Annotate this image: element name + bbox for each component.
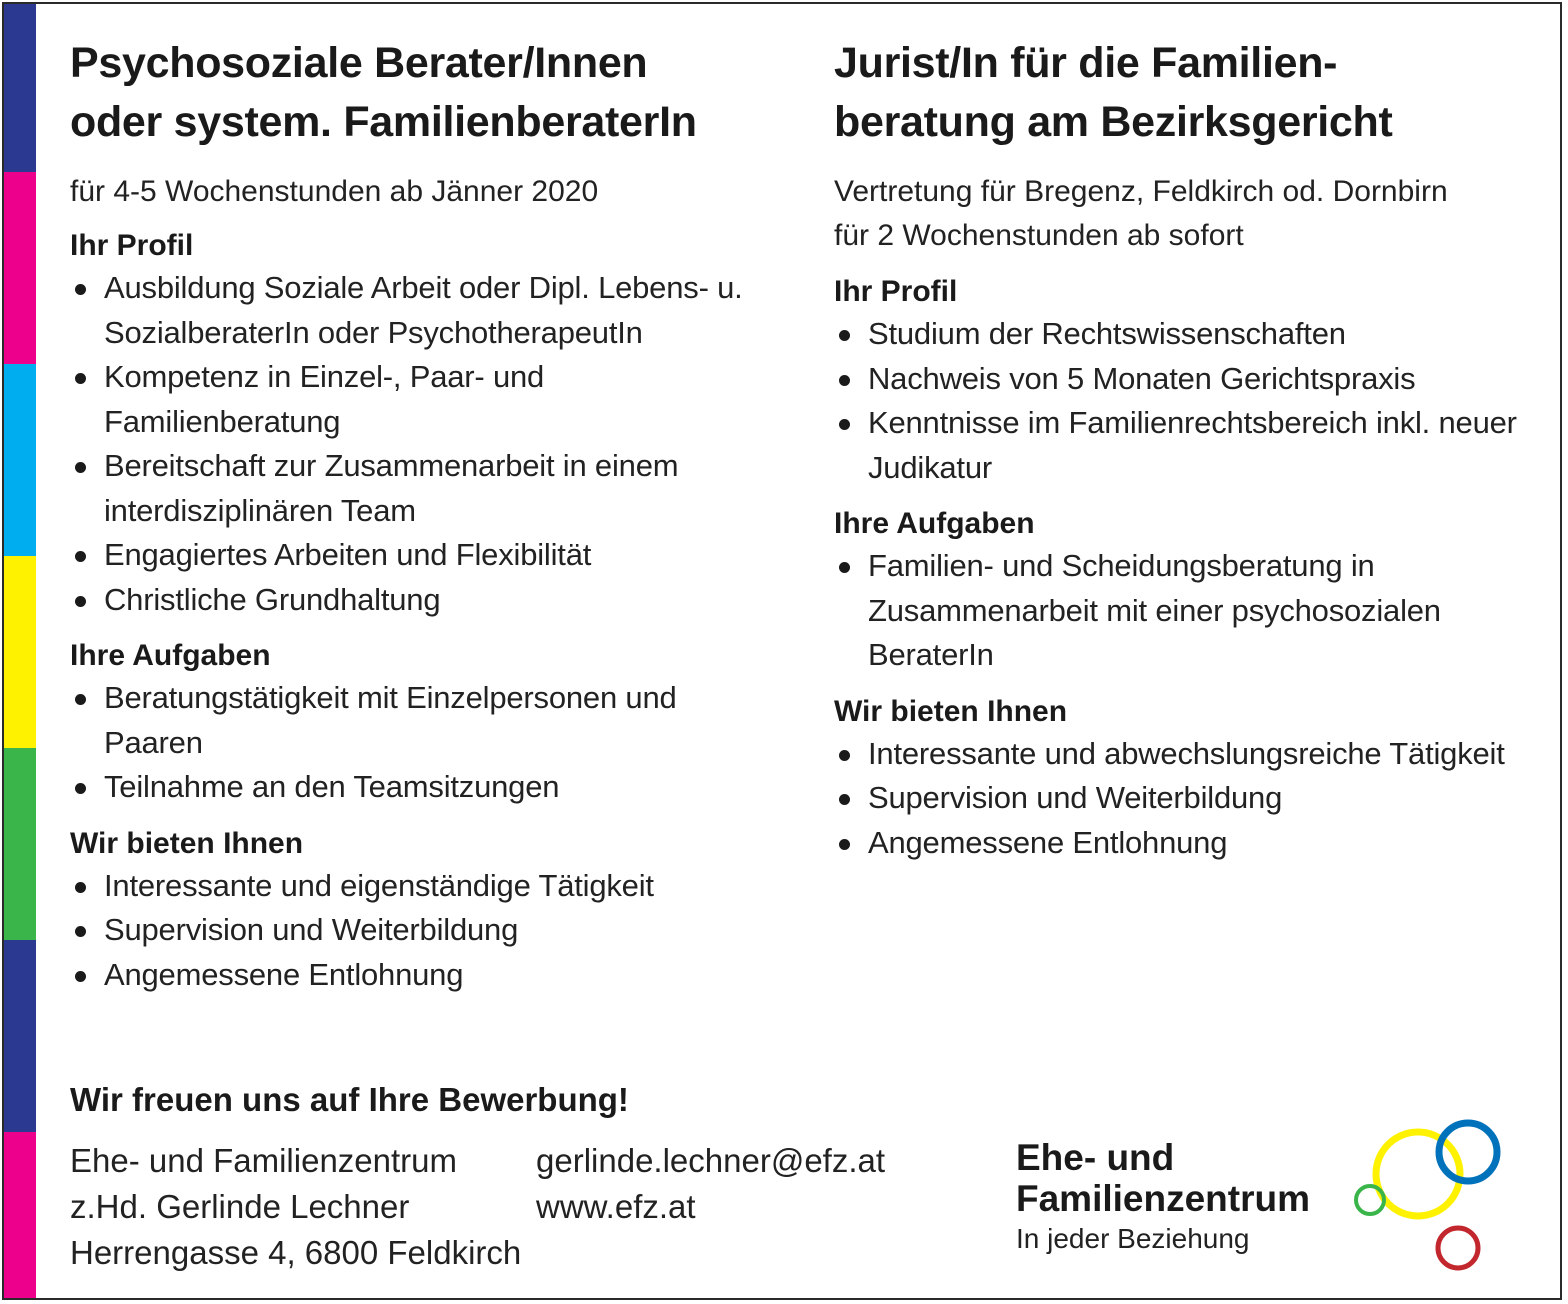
right-bieten-heading: Wir bieten Ihnen: [834, 694, 1068, 728]
stripe-segment: [4, 1132, 36, 1300]
right-subtitle-line1: Vertretung für Bregenz, Feldkirch od. Dornbirn: [834, 175, 1448, 208]
list-item: Interessante und eigenständige Tätigkeit: [70, 864, 770, 909]
right-bieten-list: [834, 732, 1534, 866]
right-aufgaben-heading: Ihre Aufgaben: [834, 507, 1035, 540]
left-bieten-heading: Wir bieten Ihnen: [70, 826, 304, 860]
stripe-segment: [4, 748, 36, 940]
list-item: Kompetenz in Einzel-, Paar- und Familienberatung: [70, 355, 770, 444]
address-line: Ehe- und Familienzentrum: [70, 1142, 458, 1179]
logo-name-line1: Ehe- und: [1016, 1137, 1175, 1178]
right-profil-list: [834, 312, 1534, 490]
stripe-segment: [4, 556, 36, 748]
list-item: Familien- und Scheidungsberatung in Zusammenarbeit mit einer psychosozialen BeraterIn: [834, 544, 1534, 678]
color-stripe: [4, 4, 36, 1298]
email-link[interactable]: gerlinde.lechner@efz.at: [536, 1142, 886, 1179]
left-aufgaben-list: [70, 676, 770, 810]
logo-ring-blue: [1439, 1123, 1497, 1181]
list-item: Teilnahme an den Teamsitzungen: [70, 765, 770, 810]
logo-ring-red: [1438, 1228, 1478, 1268]
list-item: Studium der Rechtswissenschaften: [834, 312, 1534, 357]
contact-info: [536, 1138, 885, 1230]
left-job-column: [70, 34, 770, 997]
stripe-segment: [4, 364, 36, 556]
list-item: Kenntnisse im Familienrechtsbereich inkl. neuer Judikatur: [834, 401, 1534, 490]
right-job-title: [834, 34, 1534, 152]
list-item: Christliche Grundhaltung: [70, 578, 770, 623]
stripe-segment: [4, 172, 36, 364]
list-item: Ausbildung Soziale Arbeit oder Dipl. Lebens- u. SozialberaterIn oder PsychotherapeutIn: [70, 266, 770, 355]
list-item: Interessante und abwechslungsreiche Tätigkeit: [834, 732, 1534, 777]
logo-name-line2: Familienzentrum: [1016, 1178, 1310, 1219]
left-title-line1: Psychosoziale Berater/Innen: [70, 39, 648, 87]
logo-name: [1016, 1137, 1310, 1219]
list-item: Nachweis von 5 Monaten Gerichtspraxis: [834, 357, 1534, 402]
closing-line: Wir freuen uns auf Ihre Bewerbung!: [70, 1081, 629, 1118]
right-title-line1: Jurist/In für die Familien-: [834, 39, 1338, 87]
list-item: Angemessene Entlohnung: [70, 953, 770, 998]
left-title-line2: oder system. FamilienberaterIn: [70, 98, 697, 146]
address-line: Herrengasse 4, 6800 Feldkirch: [70, 1234, 522, 1271]
logo-rings-icon: [1350, 1116, 1510, 1276]
address-line: z.Hd. Gerlinde Lechner: [70, 1188, 410, 1225]
left-job-title: [70, 34, 770, 152]
right-title-line2: beratung am Bezirksgericht: [834, 98, 1393, 146]
list-item: Angemessene Entlohnung: [834, 821, 1534, 866]
right-job-column: [834, 34, 1534, 865]
left-subtitle: für 4-5 Wochenstunden ab Jänner 2020: [70, 175, 599, 208]
stripe-segment: [4, 940, 36, 1036]
logo-ring-green: [1356, 1186, 1384, 1214]
list-item: Engagiertes Arbeiten und Flexibilität: [70, 533, 770, 578]
job-ad-frame: [2, 2, 1562, 1300]
stripe-segment: [4, 4, 36, 172]
left-profil-heading: Ihr Profil: [70, 229, 194, 262]
right-profil-heading: Ihr Profil: [834, 275, 958, 308]
list-item: Supervision und Weiterbildung: [834, 776, 1534, 821]
list-item: Supervision und Weiterbildung: [70, 908, 770, 953]
stripe-segment: [4, 1036, 36, 1132]
logo-wordmark: [1016, 1137, 1310, 1257]
website-link[interactable]: www.efz.at: [536, 1188, 696, 1225]
postal-address: [70, 1138, 521, 1276]
list-item: Bereitschaft zur Zusammenarbeit in einem interdisziplinären Team: [70, 444, 770, 533]
logo-tagline: In jeder Beziehung: [1016, 1223, 1250, 1254]
list-item: Beratungstätigkeit mit Einzelpersonen und Paaren: [70, 676, 770, 765]
right-subtitle: [834, 170, 1534, 258]
right-aufgaben-list: [834, 544, 1534, 678]
left-bieten-list: [70, 864, 770, 998]
left-profil-list: [70, 266, 770, 622]
right-subtitle-line2: für 2 Wochenstunden ab sofort: [834, 219, 1244, 252]
left-aufgaben-heading: Ihre Aufgaben: [70, 639, 271, 672]
